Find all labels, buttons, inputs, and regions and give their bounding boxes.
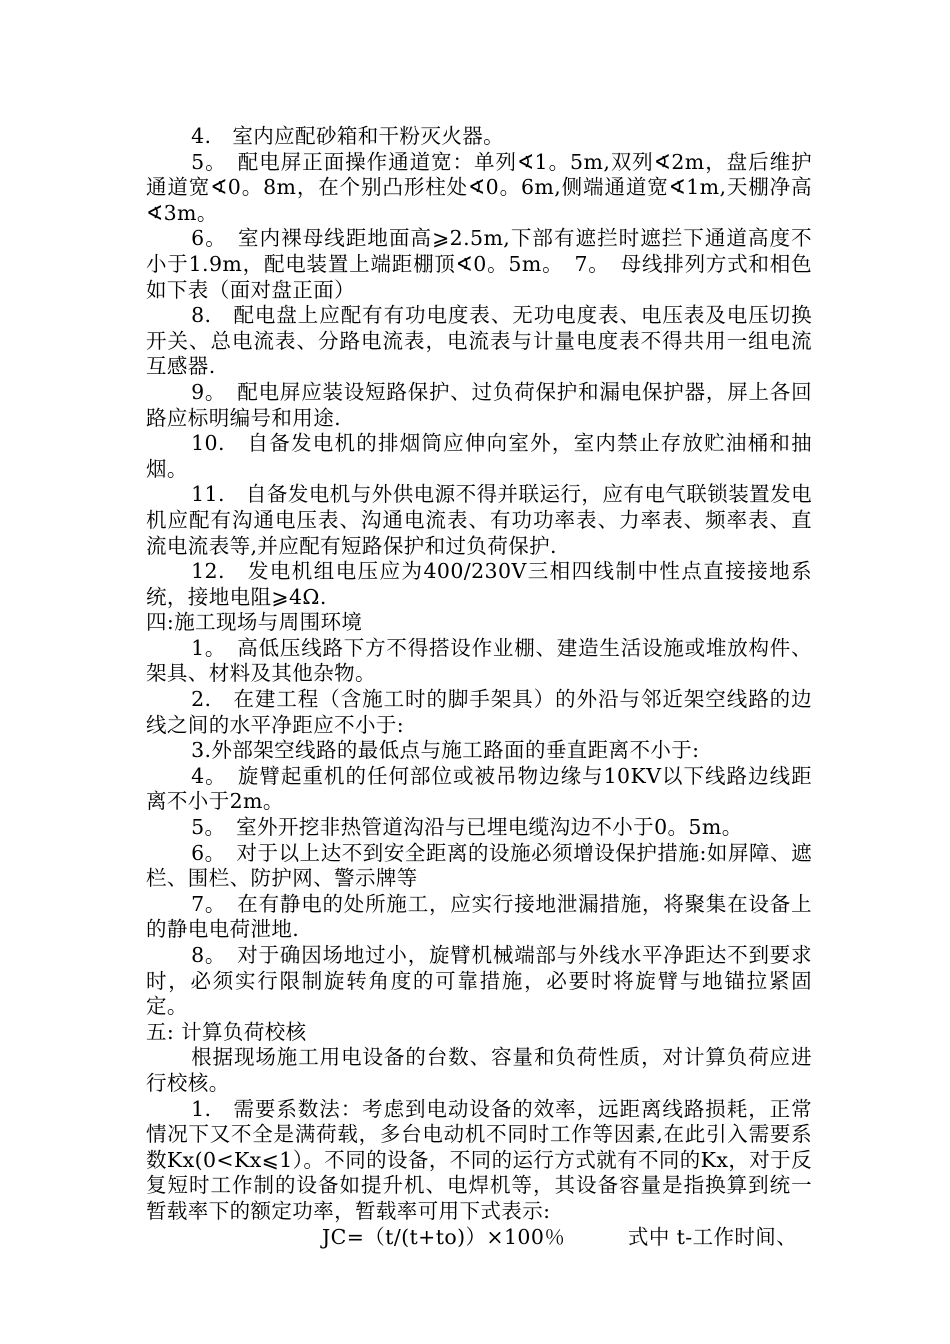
paragraph: 6。 对于以上达不到安全距离的设施必须增设保护措施:如屏障、遮栏、围栏、防护网、警示牌等 — [146, 840, 812, 891]
paragraph: 1. 需要系数法：考虑到电动设备的效率，远距离线路损耗，正常情况下又不全是满荷载，多台电动机不同时工作等因素,在此引入需要系数Kx(0<Kx⩽1）。不同的设备，不同的运行方式就有不同的Kx，对于反复短时工作制的设备如提升机、电焊机等，其设备容量是指换算到统一暂载率下的额定功率，暂载率可用下式表示: — [146, 1096, 812, 1223]
paragraph: 2. 在建工程（含施工时的脚手架具）的外沿与邻近架空线路的边线之间的水平净距应不小于: — [146, 687, 812, 737]
paragraph: 9。 配电屏应装设短路保护、过负荷保护和漏电保护器，屏上各回路应标明编号和用途. — [146, 379, 812, 430]
paragraph: 10. 自备发电机的排烟筒应伸向室外，室内禁止存放贮油桶和抽烟。 — [146, 431, 812, 481]
paragraph: 11. 自备发电机与外供电源不得并联运行，应有电气联锁装置发电机应配有沟通电压表、沟通电流表、有功功率表、力率表、频率表、直流电流表等,并应配有短路保护和过负荷保护. — [146, 482, 812, 558]
paragraph: 12. 发电机组电压应为400/230V三相四线制中性点直接接地系统，接地电阻⩾4Ω. — [146, 559, 812, 609]
paragraph: 6。 室内裸母线距地面高⩾2.5m,下部有遮拦时遮拦下通道高度不小于1.9m，配电装置上端距棚顶∢0。5m。 7。 母线排列方式和相色如下表（面对盘正面） — [146, 226, 812, 302]
document-body — [146, 124, 812, 1250]
paragraph: 5。 室外开挖非热管道沟沿与已埋电缆沟边不小于0。5m。 — [191, 815, 743, 840]
paragraph: 5。 配电屏正面操作通道宽：单列∢1。5m,双列∢2m，盘后维护通道宽∢0。8m，在个别凸形柱处∢0。6m,侧端通道宽∢1m,天棚净高∢3m。 — [146, 149, 812, 225]
paragraph: 4. 室内应配砂箱和干粉灭火器。 — [191, 124, 505, 148]
paragraph: 3.外部架空线路的最低点与施工路面的垂直距离不小于: — [191, 738, 700, 763]
section-heading: 四:施工现场与周围环境 — [146, 610, 363, 635]
paragraph: 根据现场施工用电设备的台数、容量和负荷性质，对计算负荷应进行校核。 — [146, 1045, 812, 1095]
section-heading: 五: 计算负荷校核 — [146, 1019, 307, 1044]
formula-line: JC=（t/(t+to)）×100％ 式中 t-工作时间、 — [322, 1224, 798, 1249]
paragraph: 8. 配电盘上应配有有功电度表、无功电度表、电压表及电压切换开关、总电流表、分路电流表，电流表与计量电度表不得共用一组电流互感器. — [146, 303, 812, 379]
paragraph: 7。 在有静电的处所施工，应实行接地泄漏措施，将聚集在设备上的静电电荷泄地. — [146, 891, 812, 942]
paragraph: 1。 高低压线路下方不得搭设作业棚、建造生活设施或堆放构件、架具、材料及其他杂物。 — [146, 635, 812, 686]
paragraph: 4。 旋臂起重机的任何部位或被吊物边缘与10KV以下线路边线距离不小于2m。 — [146, 763, 812, 814]
paragraph: 8。 对于确因场地过小，旋臂机械端部与外线水平净距达不到要求时，必须实行限制旋转角度的可靠措施，必要时将旋臂与地锚拉紧固定。 — [146, 943, 812, 1019]
